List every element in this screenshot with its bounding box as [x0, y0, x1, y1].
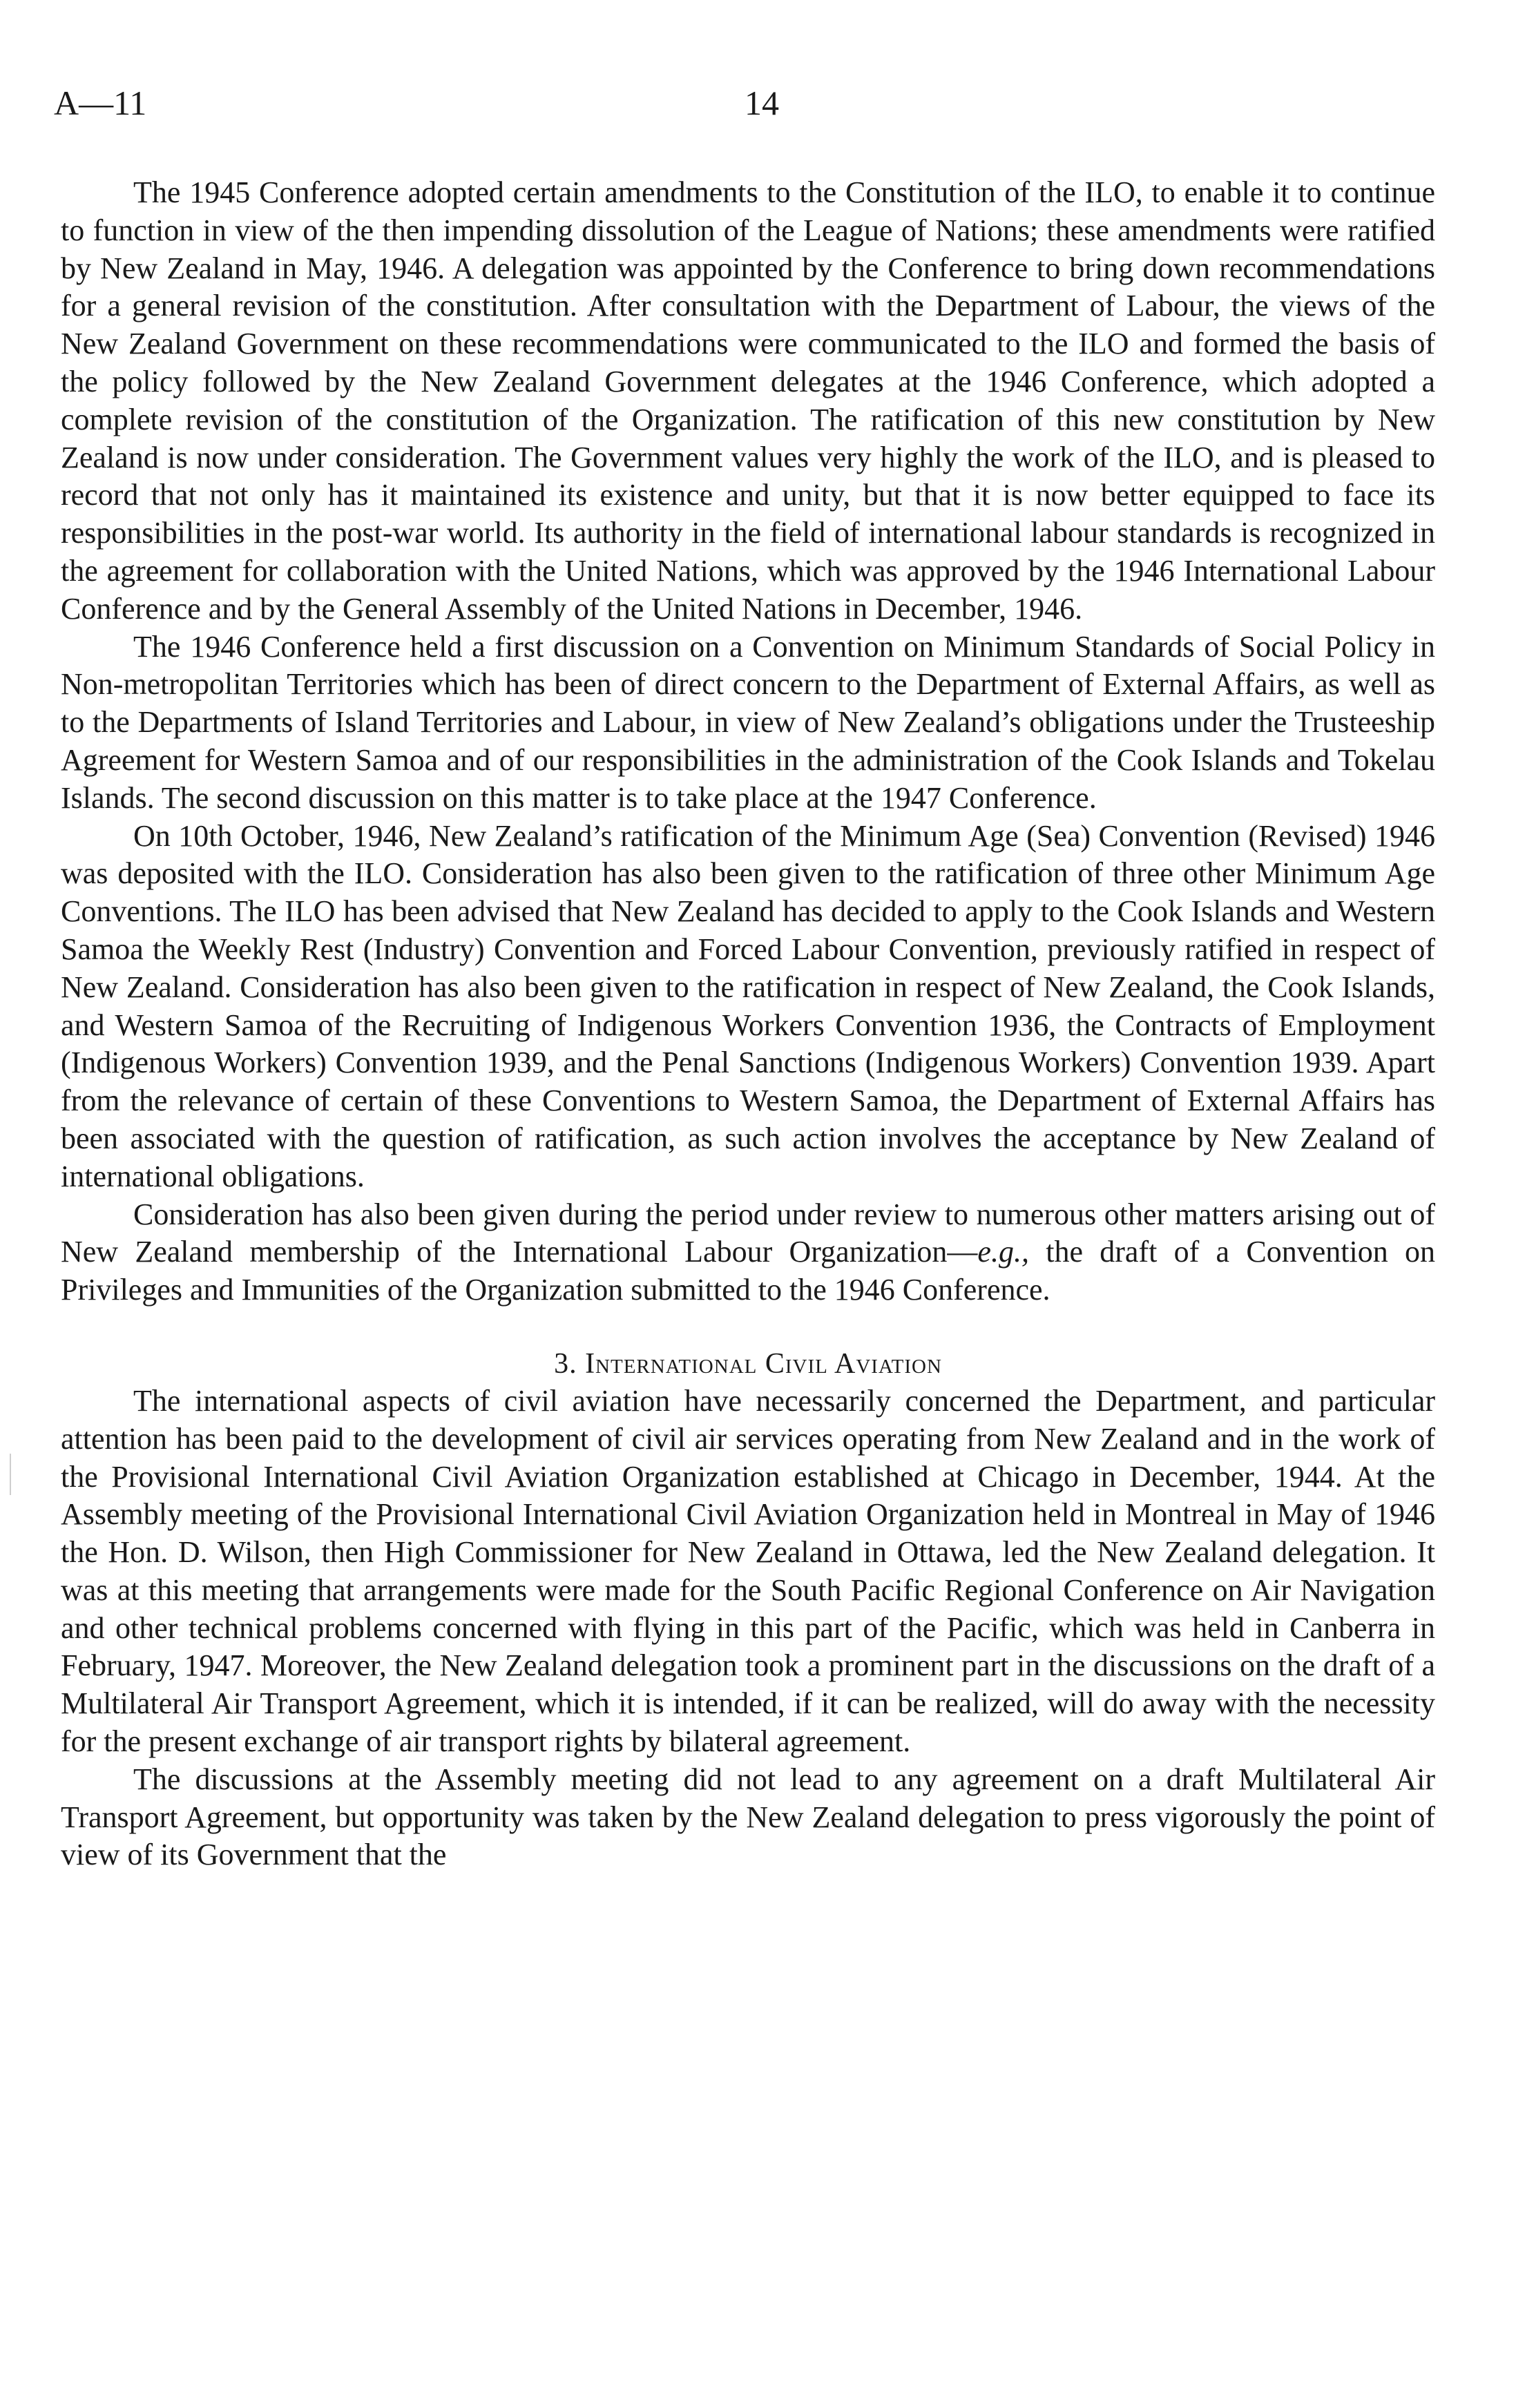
margin-mark [10, 1454, 11, 1495]
paragraph-ilo-amendments: The 1945 Conference adopted certain amendments to the Constitution of the ILO, to enable it to continue to function in view of the then impending dissolution of the League of Nations; these amendments were ratified by New Zealand in May, 1946. A delegation was appointed by the Conference to bring down recommendations for a general revision of the constitution. After consultation with the Department of Labour, the views of the New Zealand Government on these recommendations were communicated to the ILO and formed the basis of the policy followed by the New Zealand Government delegates at the 1946 Conference, which adopted a complete revision of the constitution of the Organization. The ratification of this new constitution by New Zealand is now under consideration. The Government values very highly the work of the ILO, and is pleased to record that not only has it maintained its existence and unity, but that it is now better equipped to face its responsibilities in the post-war world. Its authority in the field of international labour standards is recognized in the agreement for collaboration with the United Nations, which was approved by the 1946 International Labour Conference and by the General Assembly of the United Nations in December, 1946. [61, 175, 1435, 626]
document-reference: A—11 [54, 84, 147, 122]
page-number: 14 [745, 84, 779, 122]
section-heading [61, 1345, 1435, 1383]
page-header [54, 83, 1456, 131]
paragraph-text: the draft of a Convention on Privileges and Immunities of the Organization submitted to the 1946 Conference. [61, 1235, 1435, 1307]
section-number: 3. [554, 1347, 577, 1380]
paragraph-ratification: On 10th October, 1946, New Zealand’s ratification of the Minimum Age (Sea) Convention (Revised) 1946 was deposited with the ILO. Consideration has also been given to the ratification of three other Minimum Age Conventions. The ILO has been advised that New Zealand has decided to apply to the Cook Islands and Western Samoa the Weekly Rest (Industry) Convention and Forced Labour Convention, previously ratified in respect of New Zealand. Consideration has also been given to the ratification in respect of New Zealand, the Cook Islands, and Western Samoa of the Recruiting of Indigenous Workers Convention 1936, the Contracts of Employment (Indigenous Workers) Convention 1939, and the Penal Sanctions (Indigenous Workers) Convention 1939. Apart from the relevance of certain of these Conventions to Western Samoa, the Department of External Affairs has been associated with the question of ratification, as such action involves the acceptance by New Zealand of international obligations. [61, 818, 1435, 1193]
paragraph-text: Consideration has also been given during the period under review to numerous other matters arising out of New Zealand membership of the International Labour Organization— [61, 1197, 1435, 1269]
document-body [61, 174, 1435, 1874]
eg-abbreviation: e.g., [977, 1235, 1029, 1269]
paragraph-1946-conference: The 1946 Conference held a first discussion on a Convention on Minimum Standards of Social Policy in Non-metropolitan Territories which has been of direct concern to the Department of External Affairs, as well as to the Departments of Island Territories and Labour, in view of New Zealand’s obligations under the Trusteeship Agreement for Western Samoa and of our responsibilities in the administration of the Cook Islands and Tokelau Islands. The second discussion on this matter is to take place at the 1947 Conference. [61, 629, 1435, 815]
section-title: International Civil Aviation [585, 1347, 942, 1380]
paragraph-civil-aviation: The international aspects of civil aviation have necessarily concerned the Department, and particular attention has been paid to the development of civil air services operating from New Zealand and in the work of the Provisional International Civil Aviation Organization established at Chicago in December, 1944. At the Assembly meeting of the Provisional International Civil Aviation Organization held in Montreal in May of 1946 the Hon. D. Wilson, then High Commissioner for New Zealand in Ottawa, led the New Zealand delegation. It was at this meeting that arrangements were made for the South Pacific Regional Conference on Air Navigation and other technical problems concerned with flying in this part of the Pacific, which was held in Canberra in February, 1947. Moreover, the New Zealand delegation took a prominent part in the discussions on the draft of a Multilateral Air Transport Agreement, which it is intended, if it can be realized, will do away with the necessity for the present exchange of air transport rights by bilateral agreement. [61, 1383, 1435, 1759]
paragraph-assembly-discussions: The discussions at the Assembly meeting did not lead to any agreement on a draft Multilateral Air Transport Agreement, but opportunity was taken by the New Zealand delegation to press vigorously the point of view of its Government that the [61, 1762, 1435, 1872]
paragraph-other-matters [61, 1196, 1435, 1309]
